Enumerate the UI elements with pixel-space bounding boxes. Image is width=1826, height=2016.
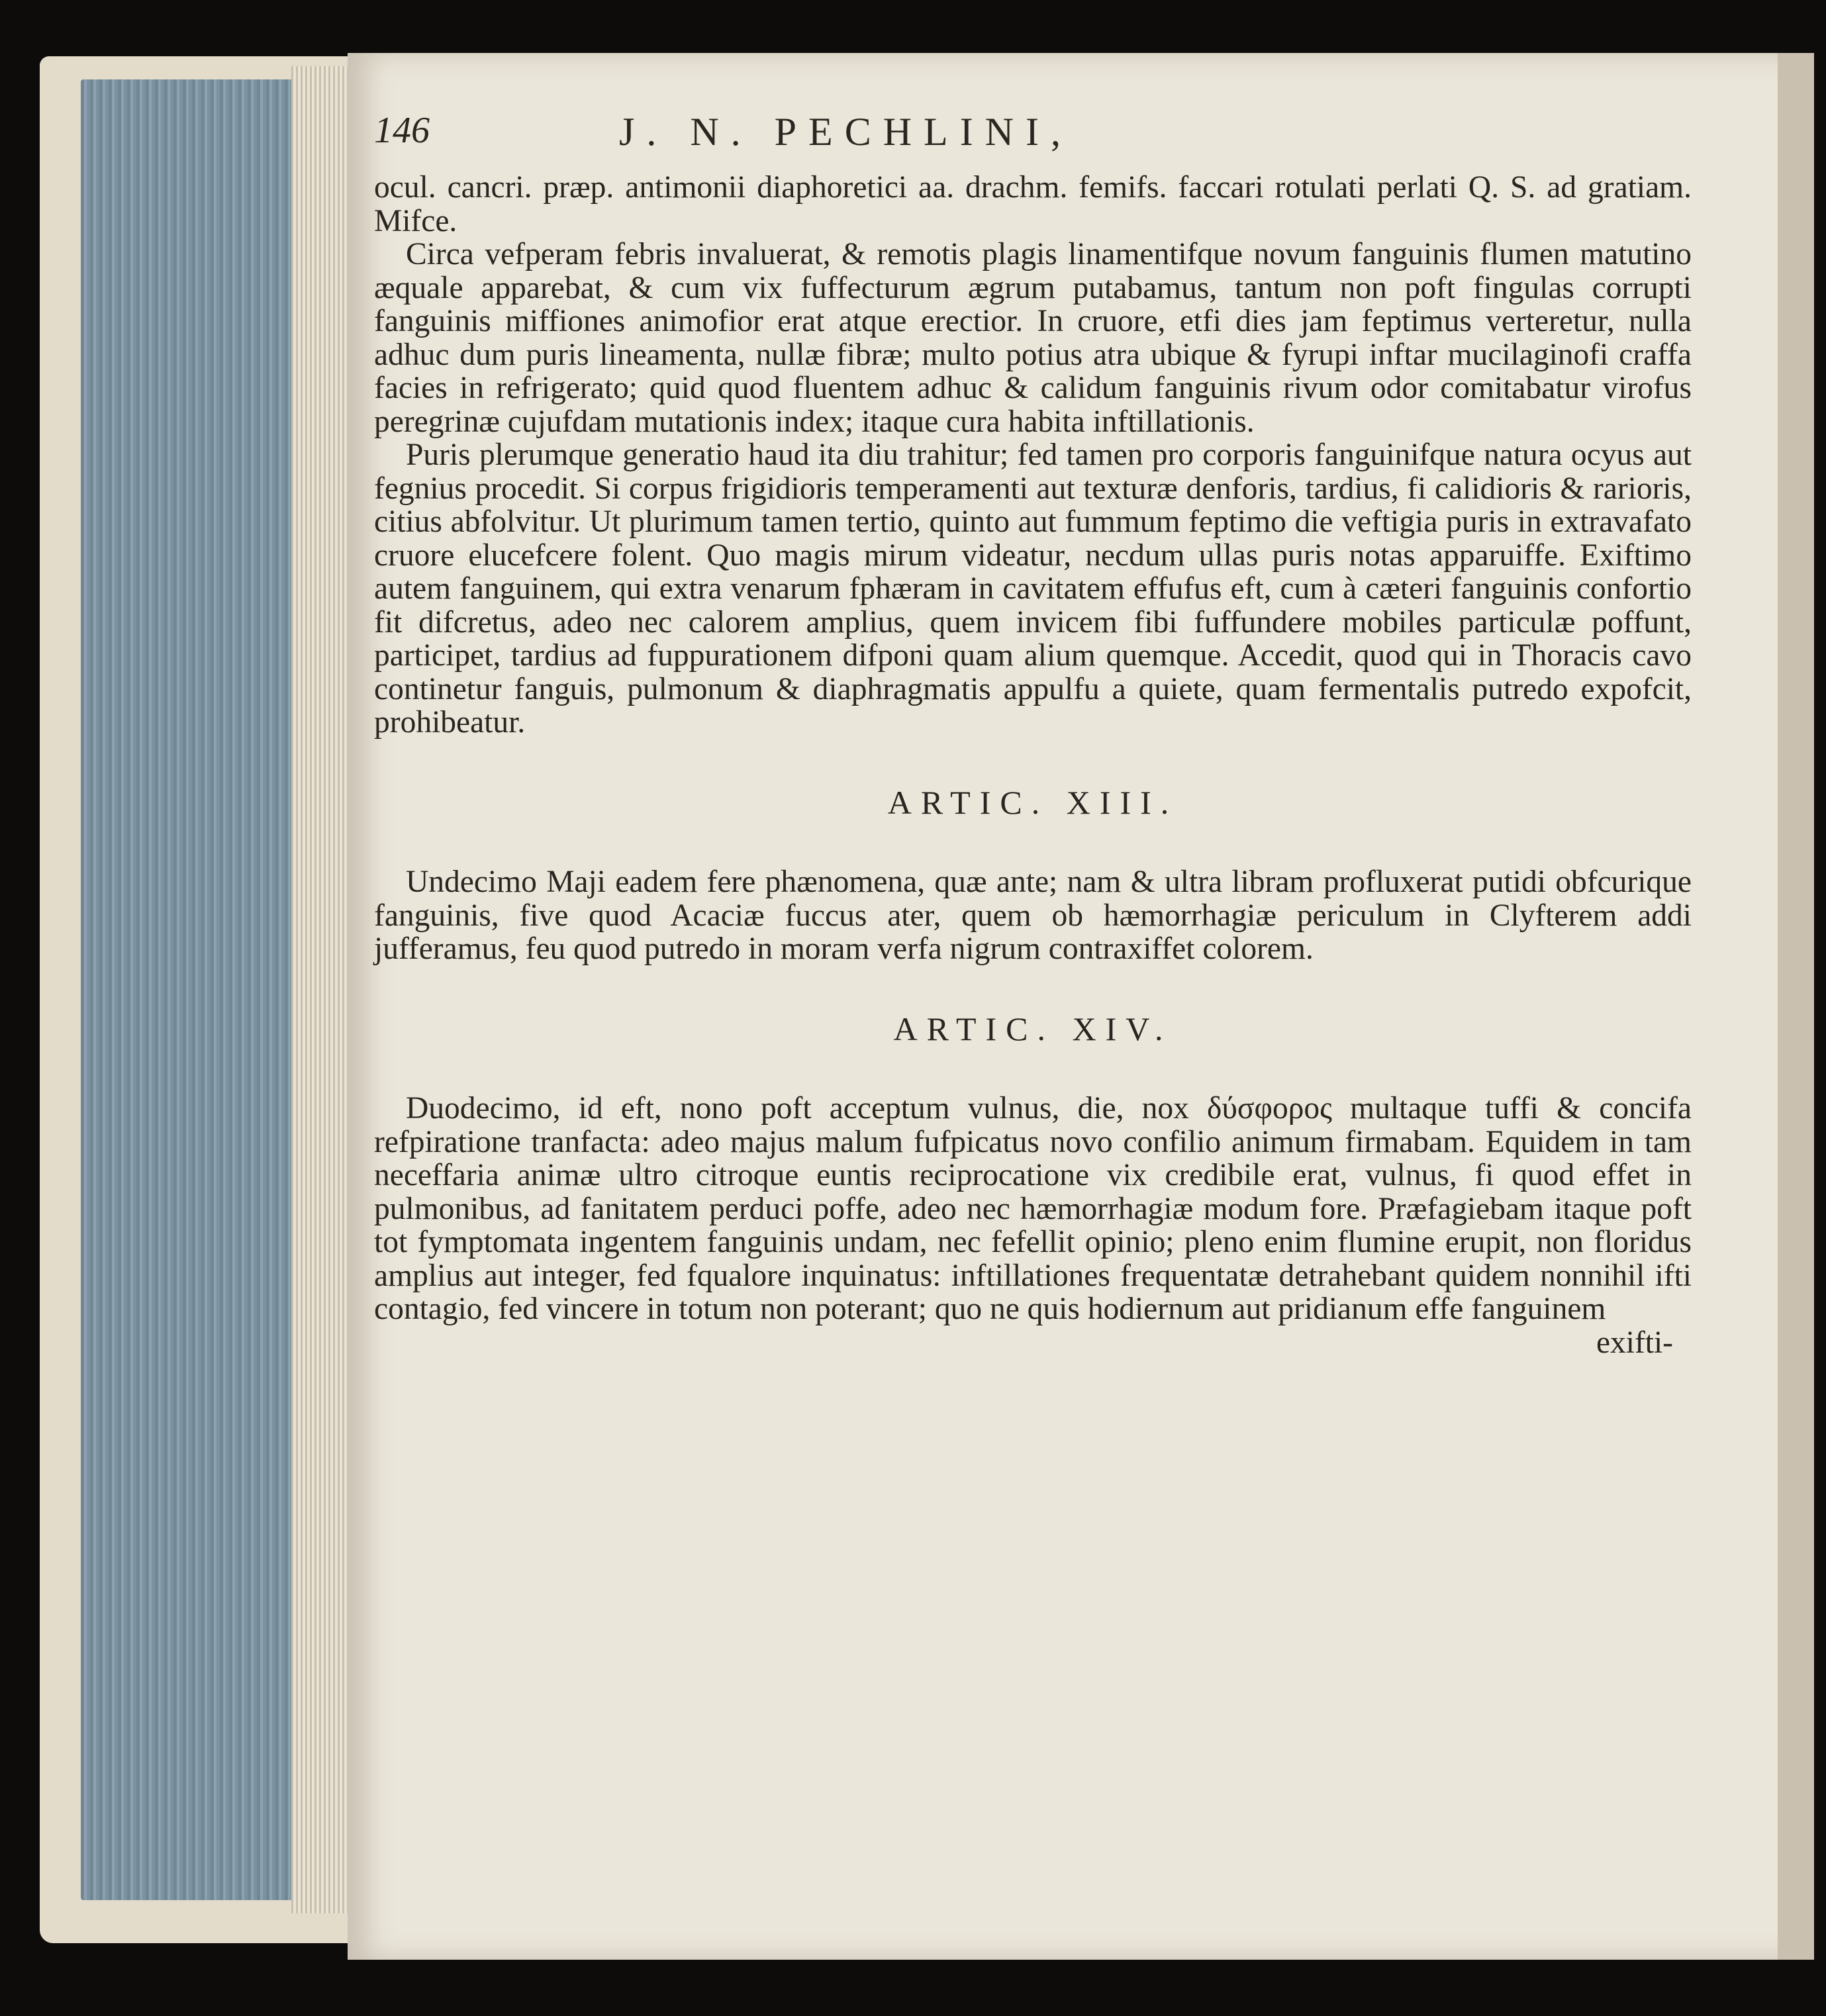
paragraph-article-14: Duodecimo, id eft, nono poft acceptum vulnus, die, nox δύσφορος multaque tuffi & concifa refpiratione tranfacta: adeo majus malum fufpicatus novo confilio animum firmabam. Equidem in tam neceffaria animæ ultro citroque euntis reciprocatione vix credibile erat, vulnus, fi quod effet in pulmonibus, ad fanitatem perduci poffe, adeo nec hæmorrhagiæ modum fore. Præfagiebam itaque poft tot fymptomata ingentem fanguinis undam, nec fefellit opinio; pleno enim flumine erupit, non floridus amplius aut integer, fed fqualore inquinatus: inftillationes frequentatæ detrahebant quidem nonnihil ifti contagio, fed vincere in totum non poterant; quo ne quis hodiernum aut pridianum effe fanguinem	[374, 1091, 1692, 1326]
facing-page-edge	[1778, 53, 1814, 1960]
paragraph-evening-fever: Circa vefperam febris invaluerat, & remotis plagis linamentifque novum fanguinis flumen matutino æquale apparebat, & cum vix fuffecturum ægrum putabamus, tantum non poft fingulas corrupti fanguinis miffiones animofior erat atque erectior. In cruore, etfi dies jam feptimus verteretur, nulla adhuc dum puris lineamenta, nullæ fibræ; multo potius atra ubique & fyrupi inftar mucilaginofi craffa facies in refrigerato; quid quod fluentem adhuc & calidum fanguinis rivum odor comitabatur virofus peregrinæ cujufdam mutationis index; itaque cura habita inftillationis.	[374, 237, 1692, 439]
paragraph-article-13: Undecimo Maji eadem fere phænomena, quæ ante; nam & ultra libram profluxerat putidi obfcurique fanguinis, five quod Acaciæ fuccus ater, quem ob hæmorrhagiæ periculum in Clyfterem addi jufferamus, feu quod putredo in moram verfa nigrum contraxiffet colorem.	[374, 865, 1692, 966]
catchword: exifti-	[1596, 1325, 1673, 1360]
body-text	[374, 171, 1692, 1359]
paragraph-prescription: ocul. cancri. præp. antimonii diaphoretici aa. drachm. femifs. faccari rotulati perlati Q. S. ad gratiam. Mifce.	[374, 170, 1692, 238]
paragraph-pus-generation: Puris plerumque generatio haud ita diu trahitur; fed tamen pro corporis fanguinifque natura ocyus aut fegnius procedit. Si corpus frigidioris temperamenti aut texturæ denforis, tardius, fi calidioris & rarioris, citius abfolvitur. Ut plurimum tamen tertio, quinto aut fummum feptimo die veftigia puris in extravafato cruore elucefcere folent. Quo magis mirum videatur, necdum ullas puris notas apparuiffe. Exiftimo autem fanguinem, qui extra venarum fphæram in cavitatem effufus eft, cum à cæteri fanguinis confortio fit difcretus, adeo nec calorem amplius, quem invicem fibi fuffundere mobiles particulæ poffunt, participet, tardius ad fuppurationem difponi quam alium quemque. Accedit, quod qui in Thoracis cavo continetur fanguis, pulmonum & diaphragmatis appulfu a quiete, quam fermentalis putredo expofcit, prohibeatur.	[374, 438, 1692, 740]
fore-edge-sprinkled	[81, 79, 306, 1900]
running-head: J. N. PECHLINI,	[619, 110, 1073, 154]
article-heading-13: ARTIC. XIII.	[887, 783, 1178, 821]
page-number: 146	[374, 110, 430, 151]
article-heading-14: ARTIC. XIV.	[893, 1010, 1173, 1047]
